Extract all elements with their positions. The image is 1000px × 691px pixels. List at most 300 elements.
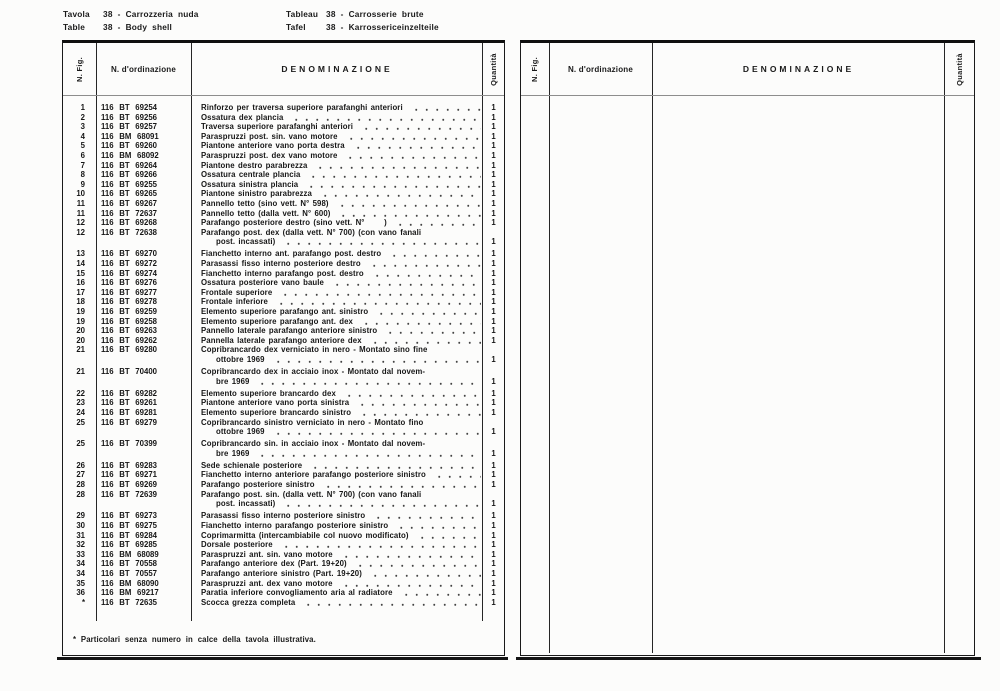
row-order-number: 116 BT 69257 (101, 122, 157, 132)
row-quantity: 1 (491, 122, 496, 132)
row-fig-number: 34 (76, 559, 85, 569)
dot-leader (340, 389, 481, 399)
row-quantity: 1 (491, 297, 496, 307)
row-description-cell (191, 170, 483, 180)
table-row (63, 598, 504, 608)
row-order-number: 116 BT 69262 (101, 335, 157, 345)
row-description: Copribrancardo dex in acciaio inox - Montato dal novem- (201, 367, 426, 377)
dot-leader (337, 550, 481, 560)
dot-leader (368, 269, 481, 279)
row-quantity: 1 (491, 150, 496, 160)
row-description-cell (191, 288, 483, 298)
row-description: Traversa superiore parafanghi anteriori (201, 122, 354, 132)
row-quantity: 1 (491, 218, 496, 228)
row-fig-number: 25 (76, 417, 85, 427)
dot-leader (304, 170, 481, 180)
table-row (63, 345, 504, 364)
row-quantity: 1 (491, 549, 496, 559)
title-text-tableau: 38 - Carrosserie brute (326, 9, 424, 19)
row-quantity: 1 (491, 237, 496, 247)
header-order-number: N. d'ordinazione (110, 64, 177, 74)
table-row (63, 439, 504, 458)
row-description: Sede schienale posteriore (201, 460, 303, 470)
row-quantity: 1 (491, 170, 496, 180)
row-description: Elemento superiore brancardo dex (201, 388, 336, 398)
row-description: Coprimarmitta (intercambiabile col nuovo modificato) (201, 530, 409, 540)
row-fig-number: 33 (76, 549, 85, 559)
row-fig-number: 20 (76, 335, 85, 345)
row-description-cell (191, 367, 483, 386)
row-order-number: 116 BT 69279 (101, 417, 157, 427)
row-description: Pannello tetto (dalla vett. N° 600) (201, 208, 331, 218)
table-row (63, 367, 504, 386)
title-line-english (63, 21, 199, 34)
row-description: Piantone destro parabrezza (201, 160, 308, 170)
row-order-number: 116 BT 69254 (101, 103, 157, 112)
row-order-number: 116 BT 69263 (101, 326, 157, 336)
dot-leader (269, 427, 481, 437)
parts-table-body (63, 96, 504, 607)
table-row (63, 249, 504, 259)
dot-leader (253, 377, 481, 387)
row-fig-number: 31 (76, 530, 85, 540)
header-quantity-label: Quantità (489, 52, 499, 86)
row-description-cell (191, 550, 483, 560)
row-order-number: 116 BT 69259 (101, 306, 157, 316)
row-description-cont: post. incassati) (216, 499, 276, 509)
header-fig-number (521, 43, 549, 95)
row-description-cell (191, 490, 483, 509)
parts-table (62, 40, 505, 656)
row-quantity: 1 (491, 141, 496, 151)
row-order-number: 116 BT 69270 (101, 249, 157, 259)
row-fig-number: 13 (76, 249, 85, 259)
row-description-cell (191, 439, 483, 458)
row-description: Parafango post. dex (dalla vett. N° 700) (con vano fanali (201, 227, 422, 237)
dot-leader (279, 499, 481, 509)
row-order-number: 116 BT 69274 (101, 268, 157, 278)
row-quantity: 1 (491, 398, 496, 408)
row-description: Parafango posteriore sinistro (201, 480, 315, 490)
row-quantity: 1 (491, 499, 496, 509)
table-row (63, 511, 504, 521)
row-description: Parafango anteriore dex (Part. 19+20) (201, 559, 347, 569)
row-fig-number: 32 (76, 540, 85, 550)
row-description-cell (191, 228, 483, 247)
row-order-number: 116 BT 69275 (101, 520, 157, 530)
row-quantity: 1 (491, 427, 496, 437)
row-fig-number: 24 (76, 407, 85, 417)
table-row (63, 122, 504, 132)
table-row (63, 199, 504, 209)
row-quantity: 1 (491, 470, 496, 480)
header-order-number: N. d'ordinazione (567, 64, 634, 74)
column-divider (549, 43, 550, 653)
dot-leader (366, 336, 481, 346)
row-order-number: 116 BT 70400 (101, 367, 157, 377)
row-order-number: 116 BT 69264 (101, 160, 157, 170)
row-description-cont: post. incassati) (216, 237, 276, 247)
row-description-cont: ottobre 1969 (216, 354, 265, 364)
dot-leader (351, 559, 481, 569)
row-description: Copribrancardo sin. in acciaio inox - Montato dal novem- (201, 439, 426, 449)
dot-leader (392, 521, 481, 531)
row-description: Pannello tetto (sino vett. N° 598) (201, 198, 329, 208)
empty-parts-table (520, 40, 975, 656)
row-description-cell (191, 141, 483, 151)
row-description: Piantone anteriore vano porta destra (201, 141, 345, 151)
row-description-cell (191, 103, 483, 113)
row-fig-number: 23 (76, 398, 85, 408)
table-row (63, 161, 504, 171)
row-fig-number: 18 (76, 297, 85, 307)
row-order-number: 116 BT 69281 (101, 407, 157, 417)
row-fig-number: 19 (76, 316, 85, 326)
row-description-cell (191, 470, 483, 480)
dot-leader (337, 579, 481, 589)
row-description-cell (191, 418, 483, 437)
row-description-cell (191, 408, 483, 418)
row-description: Ossatura sinistra plancia (201, 179, 299, 189)
row-quantity: 1 (491, 520, 496, 530)
empty-table-body (521, 96, 974, 103)
row-order-number: 116 BT 70558 (101, 559, 157, 569)
title-text-tafel: 38 - Karrossericeinzelteile (326, 22, 439, 32)
row-fig-number: 21 (76, 367, 85, 377)
row-quantity: 1 (491, 160, 496, 170)
row-quantity: 1 (491, 460, 496, 470)
table-row (63, 151, 504, 161)
row-description: Paraspruzzi ant. sin. vano motore (201, 549, 333, 559)
row-fig-number: 29 (76, 511, 85, 521)
empty-table-header (521, 43, 974, 95)
table-row (63, 559, 504, 569)
table-row (63, 490, 504, 509)
dot-leader (430, 470, 481, 480)
dot-leader (381, 326, 481, 336)
dot-leader (253, 449, 481, 459)
row-quantity: 1 (491, 511, 496, 521)
table-row (63, 103, 504, 113)
row-quantity: 1 (491, 448, 496, 458)
row-quantity: 1 (491, 578, 496, 588)
column-divider (652, 43, 653, 653)
row-quantity: 1 (491, 268, 496, 278)
table-row (63, 461, 504, 471)
row-order-number: 116 BT 69269 (101, 480, 157, 490)
title-block-french-german (286, 8, 439, 34)
dot-leader (287, 113, 481, 123)
row-fig-number: 21 (76, 345, 85, 355)
row-order-number: 116 BT 72635 (101, 597, 157, 607)
row-description: Fianchetto interno parafango posteriore sinistro (201, 520, 389, 530)
row-fig-number: 8 (80, 170, 85, 180)
row-fig-number: 22 (76, 388, 85, 398)
row-description: Frontale inferiore (201, 297, 268, 307)
row-fig-number: 17 (76, 287, 85, 297)
row-quantity: 1 (491, 278, 496, 288)
row-description-cell (191, 521, 483, 531)
row-description-cell (191, 511, 483, 521)
row-quantity: 1 (491, 103, 496, 112)
row-fig-number: 1 (80, 103, 85, 112)
row-quantity: 1 (491, 530, 496, 540)
header-quantity-label: Quantità (955, 52, 965, 86)
row-description-cell (191, 249, 483, 259)
row-description-cell (191, 389, 483, 399)
row-quantity: 1 (491, 407, 496, 417)
row-order-number: 116 BT 69266 (101, 170, 157, 180)
row-description-cell (191, 579, 483, 589)
row-description: Elemento superiore brancardo sinistro (201, 407, 352, 417)
header-quantity (483, 43, 504, 95)
row-quantity: 1 (491, 326, 496, 336)
row-order-number: 116 BT 69260 (101, 141, 157, 151)
row-description: Ossatura centrale plancia (201, 170, 301, 180)
column-divider (944, 43, 945, 653)
table-row (63, 170, 504, 180)
title-text-tavola: 38 - Carrozzeria nuda (103, 9, 199, 19)
table-row (63, 189, 504, 199)
row-order-number: 116 BT 70557 (101, 568, 157, 578)
row-order-number: 116 BT 69267 (101, 198, 157, 208)
row-order-number: 116 BT 69285 (101, 540, 157, 550)
dot-leader (349, 141, 481, 151)
table-row (63, 540, 504, 550)
row-fig-number: 16 (76, 278, 85, 288)
row-description-cell (191, 531, 483, 541)
row-description-cell (191, 113, 483, 123)
title-block-italian-english (63, 8, 199, 34)
row-order-number: 116 BT 72637 (101, 208, 157, 218)
row-order-number: 116 BT 69256 (101, 112, 157, 122)
header-fig-label: N. Fig. (74, 56, 84, 82)
dot-leader (311, 161, 481, 171)
row-description-cont: bre 1969 (216, 448, 250, 458)
row-order-number: 116 BT 69268 (101, 218, 157, 228)
row-quantity: 1 (491, 189, 496, 199)
table-row (63, 336, 504, 346)
row-description: Parasassi fisso interno posteriore sinistro (201, 511, 366, 521)
row-fig-number: 14 (76, 259, 85, 268)
row-fig-number: 6 (80, 150, 85, 160)
row-description: Parasassi fisso interno posteriore destro (201, 259, 361, 268)
row-description: Piantone anteriore vano porta sinistra (201, 398, 350, 408)
table-row (63, 389, 504, 399)
row-description: Fianchetto interno anteriore parafango posteriore sinistro (201, 470, 426, 480)
row-description-cell (191, 199, 483, 209)
header-denomination: DENOMINAZIONE (281, 64, 393, 74)
table-row (63, 209, 504, 219)
table-row (63, 259, 504, 269)
title-label-table: Table (63, 22, 86, 32)
row-fig-number: 12 (76, 218, 85, 228)
row-order-number: 116 BM 68092 (101, 150, 159, 160)
row-quantity: 1 (491, 540, 496, 550)
row-description: Fianchetto interno parafango post. destro (201, 268, 364, 278)
dot-leader (276, 288, 481, 298)
row-description-cell (191, 218, 483, 228)
row-fig-number: 28 (76, 480, 85, 490)
dot-leader (342, 132, 481, 142)
row-description: Paraspruzzi ant. dex vano motore (201, 578, 333, 588)
row-description-cell (191, 398, 483, 408)
row-description-cont: ottobre 1969 (216, 427, 265, 437)
row-order-number: 116 BM 68090 (101, 578, 159, 588)
title-line-italian (63, 8, 199, 21)
row-fig-number: 30 (76, 520, 85, 530)
row-fig-number: 10 (76, 189, 85, 199)
table-row (63, 480, 504, 490)
row-description-cell (191, 189, 483, 199)
row-quantity: 1 (491, 287, 496, 297)
dot-leader (302, 180, 481, 190)
row-order-number: 116 BT 69261 (101, 398, 157, 408)
row-description-cell (191, 336, 483, 346)
row-fig-number: 15 (76, 268, 85, 278)
row-fig-number: 4 (80, 131, 85, 141)
row-fig-number: 35 (76, 578, 85, 588)
row-quantity: 1 (491, 259, 496, 268)
row-description: Paraspruzzi post. sin. vano motore (201, 131, 338, 141)
row-description: Piantone sinistro parabrezza (201, 189, 312, 199)
table-row (63, 269, 504, 279)
table-row (63, 297, 504, 307)
row-fig-number: 34 (76, 568, 85, 578)
title-line-german (286, 21, 439, 34)
row-description-cell (191, 307, 483, 317)
table-row (63, 326, 504, 336)
dot-leader (333, 199, 481, 209)
dot-leader (353, 398, 481, 408)
row-description-cell (191, 317, 483, 327)
row-quantity: 1 (491, 597, 496, 607)
row-description: Ossatura dex plancia (201, 112, 284, 122)
dot-leader (328, 278, 481, 288)
row-quantity: 1 (491, 376, 496, 386)
row-description-cell (191, 480, 483, 490)
table-row (63, 550, 504, 560)
row-description: Pannella laterale parafango anteriore dex (201, 335, 362, 345)
row-description: Parafango post. sin. (dalla vett. N° 700) (con vano fanali (201, 489, 422, 499)
row-quantity: 1 (491, 131, 496, 141)
header-fig-label: N. Fig. (530, 56, 540, 82)
row-description-cell (191, 132, 483, 142)
dot-leader (277, 540, 481, 550)
row-order-number: 116 BT 69282 (101, 388, 157, 398)
row-order-number: 116 BM 68089 (101, 549, 159, 559)
row-description-cont: bre 1969 (216, 376, 250, 386)
row-order-number: 116 BT 69265 (101, 189, 157, 199)
row-order-number: 116 BT 69271 (101, 470, 157, 480)
bottom-rule-right (516, 657, 981, 660)
row-description-cell (191, 269, 483, 279)
dot-leader (272, 297, 481, 307)
dot-leader (319, 480, 481, 490)
table-row (63, 418, 504, 437)
row-fig-number: 20 (76, 326, 85, 336)
dot-leader (357, 122, 481, 132)
table-row (63, 218, 504, 228)
row-fig-number: 11 (76, 208, 85, 218)
table-row (63, 228, 504, 247)
dot-leader (341, 151, 481, 161)
dot-leader (385, 249, 481, 259)
row-quantity: 1 (491, 179, 496, 189)
row-description-cell (191, 588, 483, 598)
row-quantity: 1 (491, 588, 496, 598)
row-description-cell (191, 326, 483, 336)
row-quantity: 1 (491, 112, 496, 122)
row-description: Elemento superiore parafango ant. sinistro (201, 306, 369, 316)
table-row (63, 398, 504, 408)
row-fig-number: 36 (76, 588, 85, 598)
table-row (63, 531, 504, 541)
row-description-cell (191, 559, 483, 569)
row-quantity: 1 (491, 388, 496, 398)
dot-leader (299, 598, 481, 608)
row-description-cell (191, 598, 483, 608)
table-row (63, 317, 504, 327)
table-row (63, 588, 504, 598)
row-fig-number: 25 (76, 439, 85, 449)
row-fig-number: 28 (76, 489, 85, 499)
title-line-french (286, 8, 439, 21)
row-quantity: 1 (491, 335, 496, 345)
row-fig-number: 27 (76, 470, 85, 480)
dot-leader (366, 569, 481, 579)
row-quantity: 1 (491, 354, 496, 364)
row-order-number: 116 BT 69276 (101, 278, 157, 288)
row-description: Rinforzo per traversa superiore parafanghi anteriori (201, 103, 403, 112)
row-fig-number: 3 (80, 122, 85, 132)
bottom-rule-left (57, 657, 508, 660)
row-quantity: 1 (491, 306, 496, 316)
row-description-cell (191, 151, 483, 161)
dot-leader (365, 259, 481, 269)
title-text-table: 38 - Body shell (103, 22, 173, 32)
row-order-number: 116 BT 69284 (101, 530, 157, 540)
row-description-cell (191, 209, 483, 219)
row-order-number: 116 BM 69217 (101, 588, 159, 598)
dot-leader (357, 317, 481, 327)
dot-leader (355, 408, 481, 418)
row-description: Paratia inferiore convogliamento aria al radiatore (201, 588, 393, 598)
table-row (63, 579, 504, 589)
row-description: Paraspruzzi post. dex vano motore (201, 150, 338, 160)
row-fig-number: 7 (80, 160, 85, 170)
row-description: Copribrancardo dex verniciato in nero - Montato sino fine (201, 345, 428, 355)
row-quantity: 1 (491, 568, 496, 578)
row-description: Elemento superiore parafango ant. dex (201, 316, 353, 326)
table-row (63, 288, 504, 298)
row-order-number: 116 BT 72638 (101, 227, 157, 237)
header-denomination: DENOMINAZIONE (742, 64, 855, 74)
row-quantity: 1 (491, 480, 496, 490)
title-label-tavola: Tavola (63, 9, 90, 19)
header-fig-number (63, 43, 96, 95)
row-fig-number: 26 (76, 460, 85, 470)
dot-leader (316, 189, 481, 199)
row-quantity: 1 (491, 249, 496, 259)
row-description-cell (191, 161, 483, 171)
row-description-cell (191, 540, 483, 550)
dot-leader (413, 531, 481, 541)
row-order-number: 116 BT 69280 (101, 345, 157, 355)
row-fig-number: 2 (80, 112, 85, 122)
row-quantity: 1 (491, 198, 496, 208)
row-fig-number: 19 (76, 306, 85, 316)
